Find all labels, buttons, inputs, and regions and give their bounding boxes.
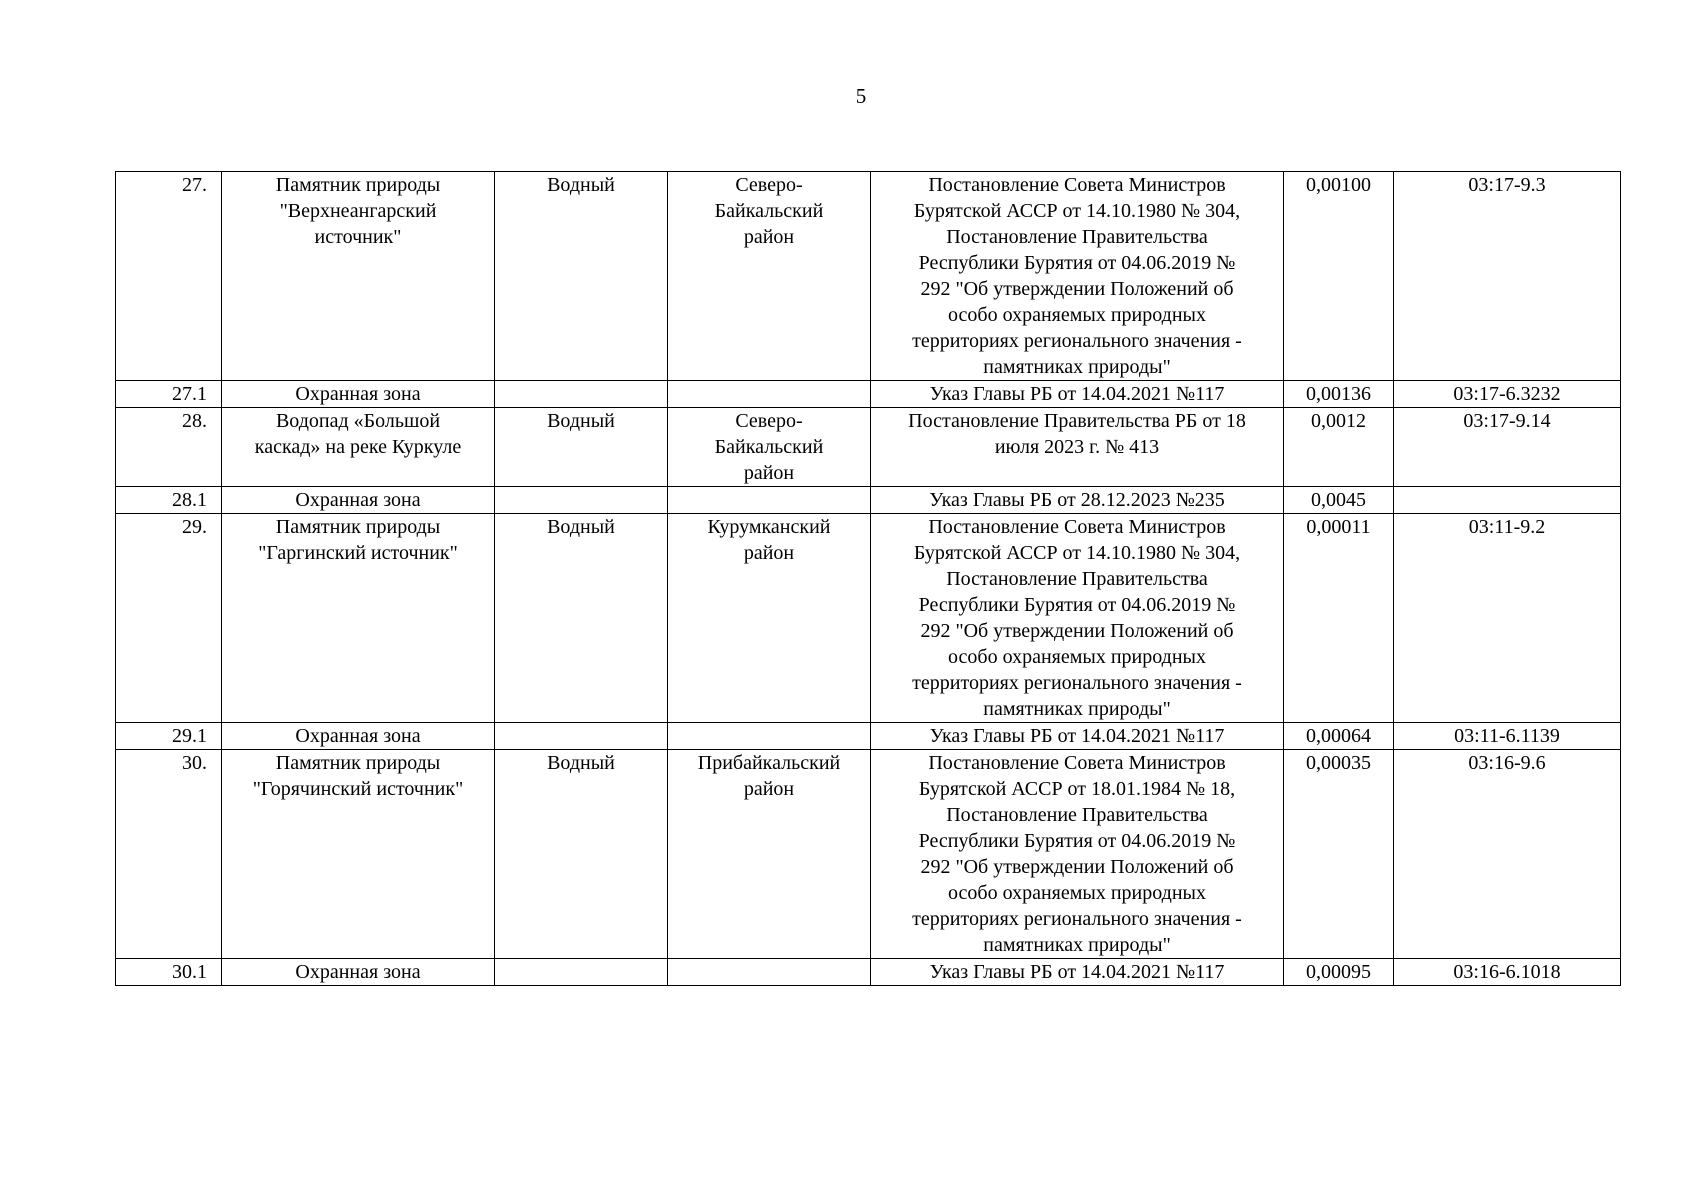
registry-code: 03:17-9.3 [1394, 172, 1621, 381]
row-number: 30. [116, 750, 222, 959]
protected-areas-table [115, 171, 1621, 986]
object-name: Охранная зона [222, 723, 495, 750]
legal-document: Постановление Совета Министров Бурятской АССР от 14.10.1980 № 304, Постановление Правительства Республики Бурятия от 04.06.2019 № 292 "Об утверждении Положений об особо охраняемых природных территориях регионального значения - памятниках природы" [871, 514, 1284, 723]
district [668, 487, 871, 514]
legal-document: Указ Главы РБ от 14.04.2021 №117 [871, 381, 1284, 408]
object-name: Охранная зона [222, 381, 495, 408]
district: Курумканский район [668, 514, 871, 723]
page-number: 5 [855, 84, 867, 108]
legal-document: Постановление Совета Министров Бурятской АССР от 14.10.1980 № 304, Постановление Правительства Республики Бурятия от 04.06.2019 № 292 "Об утверждении Положений об особо охраняемых природных территориях регионального значения - памятниках природы" [871, 172, 1284, 381]
area-value: 0,00136 [1284, 381, 1394, 408]
area-value: 0,00035 [1284, 750, 1394, 959]
table-row [116, 381, 1621, 408]
area-value: 0,0045 [1284, 487, 1394, 514]
object-type: Водный [495, 750, 668, 959]
registry-code: 03:11-9.2 [1394, 514, 1621, 723]
object-name: Памятник природы "Верхнеангарский источник" [222, 172, 495, 381]
table-row [116, 959, 1621, 986]
district: Северо- Байкальский район [668, 408, 871, 487]
registry-code [1394, 487, 1621, 514]
area-value: 0,00064 [1284, 723, 1394, 750]
district: Северо- Байкальский район [668, 172, 871, 381]
object-type: Водный [495, 172, 668, 381]
legal-document: Указ Главы РБ от 28.12.2023 №235 [871, 487, 1284, 514]
legal-document: Указ Главы РБ от 14.04.2021 №117 [871, 959, 1284, 986]
object-type [495, 487, 668, 514]
object-type [495, 959, 668, 986]
object-name: Охранная зона [222, 959, 495, 986]
area-value: 0,00100 [1284, 172, 1394, 381]
row-number: 29.1 [116, 723, 222, 750]
table-row [116, 408, 1621, 487]
row-number: 28. [116, 408, 222, 487]
registry-code: 03:17-6.3232 [1394, 381, 1621, 408]
object-type [495, 381, 668, 408]
legal-document: Постановление Правительства РБ от 18 июля 2023 г. № 413 [871, 408, 1284, 487]
registry-code: 03:17-9.14 [1394, 408, 1621, 487]
row-number: 27.1 [116, 381, 222, 408]
district [668, 381, 871, 408]
area-value: 0,00095 [1284, 959, 1394, 986]
table-row [116, 723, 1621, 750]
row-number: 29. [116, 514, 222, 723]
table-row [116, 514, 1621, 723]
object-type: Водный [495, 514, 668, 723]
registry-code: 03:16-6.1018 [1394, 959, 1621, 986]
object-name: Памятник природы "Горячинский источник" [222, 750, 495, 959]
registry-code: 03:11-6.1139 [1394, 723, 1621, 750]
table-row [116, 487, 1621, 514]
object-name: Памятник природы "Гаргинский источник" [222, 514, 495, 723]
object-name: Охранная зона [222, 487, 495, 514]
district: Прибайкальский район [668, 750, 871, 959]
district [668, 959, 871, 986]
registry-code: 03:16-9.6 [1394, 750, 1621, 959]
area-value: 0,00011 [1284, 514, 1394, 723]
row-number: 28.1 [116, 487, 222, 514]
district [668, 723, 871, 750]
table-row [116, 172, 1621, 381]
area-value: 0,0012 [1284, 408, 1394, 487]
table-row [116, 750, 1621, 959]
row-number: 27. [116, 172, 222, 381]
legal-document: Постановление Совета Министров Бурятской АССР от 18.01.1984 № 18, Постановление Правительства Республики Бурятия от 04.06.2019 № 292 "Об утверждении Положений об особо охраняемых природных территориях регионального значения - памятниках природы" [871, 750, 1284, 959]
object-type: Водный [495, 408, 668, 487]
object-type [495, 723, 668, 750]
object-name: Водопад «Большой каскад» на реке Куркуле [222, 408, 495, 487]
row-number: 30.1 [116, 959, 222, 986]
legal-document: Указ Главы РБ от 14.04.2021 №117 [871, 723, 1284, 750]
